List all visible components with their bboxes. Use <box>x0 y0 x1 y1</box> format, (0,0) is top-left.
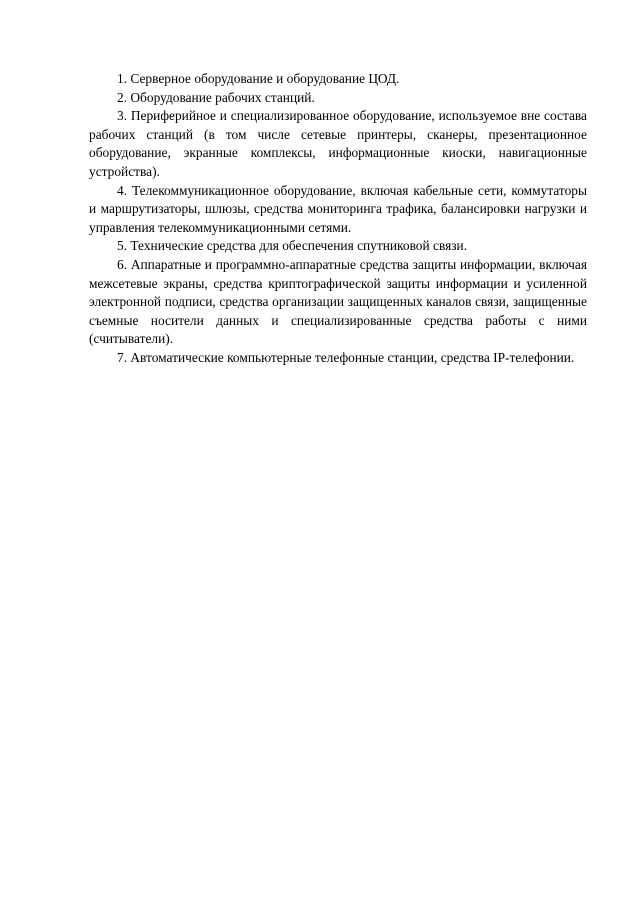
document-body <box>89 70 587 368</box>
list-item-7: 7. Автоматические компьютерные телефонные станции, средства IP-телефонии. <box>117 349 575 365</box>
list-item-3: 3. Периферийное и специализированное оборудование, используемое вне состава рабочих станций (в том числе сетевые принтеры, сканеры, презентационное оборудование, экранные комплексы, информационные киоски, навигационные устройства). <box>89 108 587 179</box>
list-item-2: 2. Оборудование рабочих станций. <box>117 89 315 105</box>
list-item-6: 6. Аппаратные и программно-аппаратные средства защиты информации, включая межсетевые экраны, средства криптографической защиты информации и усиленной электронной подписи, средства организации защищенных каналов связи, защищенные съемные носители данных и специализированные средства работы с ними (считыватели). <box>89 256 587 347</box>
list-item-4: 4. Телекоммуникационное оборудование, включая кабельные сети, коммутаторы и маршрутизаторы, шлюзы, средства мониторинга трафика, балансировки нагрузки и управления телекоммуникационными сетями. <box>89 182 587 235</box>
list-item-1: 1. Серверное оборудование и оборудование ЦОД. <box>117 71 400 86</box>
list-item-5: 5. Технические средства для обеспечения спутниковой связи. <box>117 238 468 254</box>
